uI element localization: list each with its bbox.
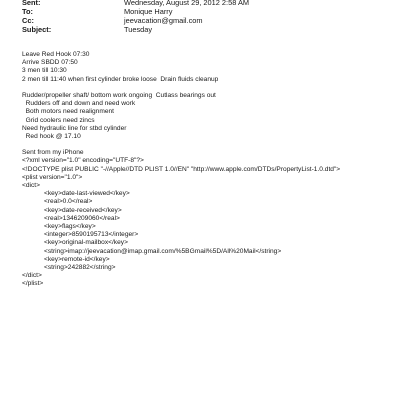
plist-line: </dict> [22, 272, 42, 280]
plist-line: <dict> [22, 182, 40, 189]
plist-line: <integer>8590195713</integer> [22, 231, 139, 239]
plist-line: <key>date-received</key> [22, 206, 122, 214]
body-line: Leave Red Hook 07:30 [22, 51, 90, 58]
body-line: Both motors need realignment [22, 108, 114, 116]
paragraph-gap [22, 141, 340, 149]
body-line: Need hydraulic line for stbd cylinder [22, 124, 127, 132]
body-line: 3 men till 10:30 [22, 67, 67, 75]
plist-line: <key>original-mailbox</key> [22, 239, 128, 247]
paragraph-gap [22, 84, 340, 92]
body-line: Rudder/propeller shaft/ bottom work ongoing Cutlass bearings out [22, 91, 216, 99]
plist-line: <string>242882</string> [22, 263, 116, 271]
plist-line: <real>0.0</real> [22, 198, 93, 206]
to-value: Monique Harry [124, 7, 173, 16]
plist-line: <key>flags</key> [22, 222, 96, 230]
plist-line: <plist version="1.0"> [22, 173, 83, 181]
body-line: Red hook @ 17.10 [22, 132, 81, 140]
body-line: 2 men till 11:40 when first cylinder broke loose Drain fluids cleanup [22, 75, 219, 83]
plist-line: <real>1346209060</real> [22, 214, 120, 222]
cc-label: Cc: [22, 16, 34, 25]
plist-line: <key>remote-id</key> [22, 255, 110, 263]
sent-value: Wednesday, August 29, 2012 2:58 AM [124, 0, 250, 7]
plist-line: <?xml version="1.0" encoding="UTF-8"?> [22, 157, 144, 165]
to-label: To: [22, 7, 33, 16]
plist-line: <!DOCTYPE plist PUBLIC "-//Apple//DTD PLIST 1.0//EN" "http://www.apple.com/DTDs/PropertyList-1.0.dtd"> [22, 165, 341, 173]
sent-label: Sent: [22, 0, 41, 7]
plist-line: <key>date-last-viewed</key> [22, 190, 130, 198]
body-line: Arrive SBDD 07:50 [22, 59, 78, 67]
subject-label: Subject: [22, 25, 52, 34]
subject-value: Tuesday [124, 25, 153, 34]
signature-line: Sent from my iPhone [22, 149, 84, 157]
body-line: Grid coolers need zincs [22, 116, 95, 124]
email-body [22, 51, 340, 288]
plist-line: </plist> [22, 280, 44, 288]
plist-line: <string>imap://jeevacation@imap.gmail.com/%5BGmail%5D/All%20Mail</string> [22, 247, 282, 255]
cc-value: jeevacation@gmail.com [124, 16, 203, 25]
body-line: Rudders off and down and need work [22, 100, 136, 108]
